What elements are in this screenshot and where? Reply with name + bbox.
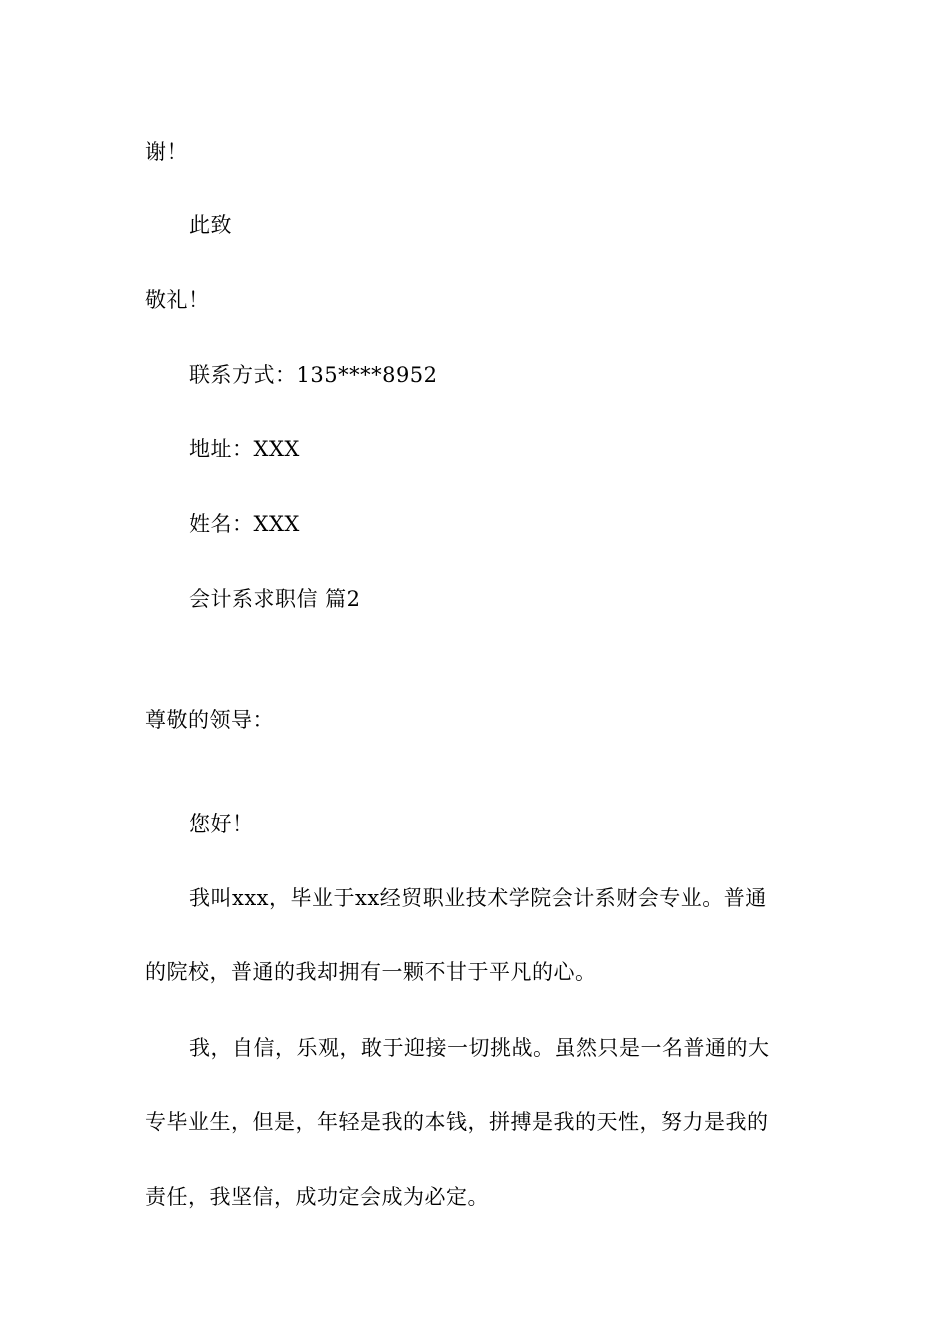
paragraph-1-line-1: 我叫xxx，毕业于xx经贸职业技术学院会计系财会专业。普通 [189,886,767,910]
letter2-salutation: 尊敬的领导： [145,708,274,732]
paragraph-2-line-3: 责任，我坚信，成功定会成为必定。 [145,1185,489,1209]
paragraph-2-line-1: 我，自信，乐观，敢于迎接一切挑战。虽然只是一名普通的大 [189,1036,770,1060]
letter2-greeting: 您好！ [189,812,254,836]
closing-jingli: 敬礼！ [145,288,210,312]
name-line: 姓名：XXX [189,512,300,536]
closing-thanks: 谢！ [145,140,188,164]
paragraph-1-line-2: 的院校，普通的我却拥有一颗不甘于平凡的心。 [145,960,597,984]
address-line: 地址：XXX [189,437,300,461]
closing-cizhi: 此致 [189,213,232,237]
section-heading: 会计系求职信 篇2 [189,587,361,611]
paragraph-2-line-2: 专毕业生，但是，年轻是我的本钱，拼搏是我的天性，努力是我的 [145,1110,769,1134]
contact-info: 联系方式：135****8952 [189,363,438,387]
